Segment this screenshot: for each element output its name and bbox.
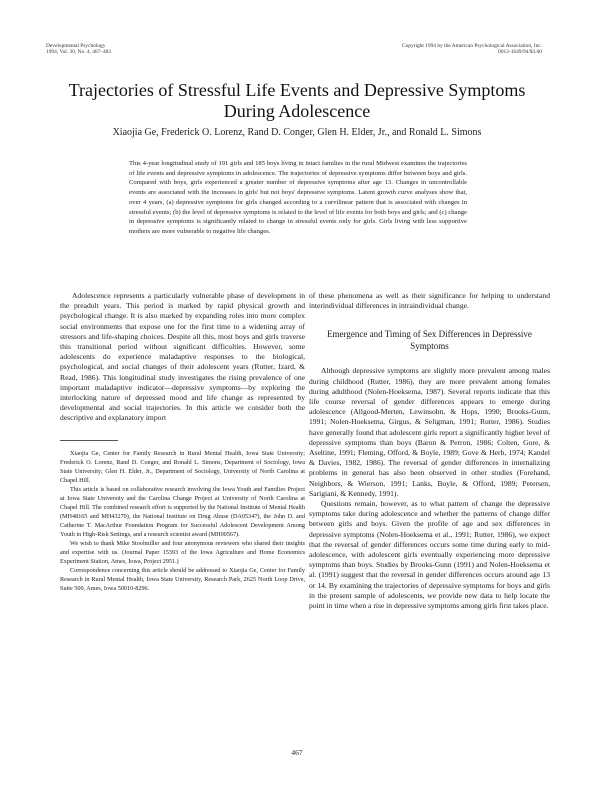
issn-line: 0012-1649/94/$3.00 (498, 49, 542, 56)
journal-name: Developmental Psychology (46, 43, 106, 49)
right-column (309, 291, 550, 611)
intro-paragraph: Adolescence represents a particularly vulnerable phase of development in the preadult years. This period is marked by rapid physical growth and psychological change. It is also marked by expanding roles into more complex social environments that expose one for the first time to a widening array of stressors and life-shaping choices. Despite all this, most boys and girls traverse this transitional period without significant difficulties. However, some adolescents do experience maladaptive responses to the biological, psychological, and social changes of their adolescent years (Rutter, Izard, & Read, 1986). This longitudinal study investigates the rising prevalence of one important maladaptive indicator—depressive symptoms—by exploring the interlocking nature of depressed mood and life change as represented by developmental and social trajectories. In this article we consider both the descriptive and explanatory import (60, 291, 305, 423)
copyright-line: Copyright 1994 by the American Psychological Association, Inc. (402, 43, 542, 49)
journal-citation (46, 43, 111, 56)
acknowledgment-note: We wish to thank Mike Stoolmiller and four anonymous reviewers who shared their insights and expertise with us. (Journal Paper 15393 of the Iowa Agriculture and Home Economics Experiment Station, Ames, Iowa, Project 2951.) (60, 539, 305, 565)
page-number: 467 (291, 748, 303, 757)
article-title: Trajectories of Stressful Life Events and Depressive Symptoms During Adolescence (68, 80, 526, 121)
volume-info: 1994, Vol. 30, No. 4, 467–483 (46, 49, 112, 56)
funding-note: This article is based on collaborative research involving the Iowa Youth and Families Project at Iowa State University and the Carolina Change Project at University of North Carolina at Chapel Hill. The combined research effort is supported by the National Institute of Mental Health (MH48165 and MH43270), the National Institute on Drug Abuse (DA05347), the John D. and Catherine T. MacArthur Foundation Program for Successful Adolescent Development Among Youth in High-Risk Settings, and a research scientist award (MH00567). (60, 485, 305, 538)
left-column (60, 291, 305, 593)
abstract (129, 159, 467, 237)
footnote-divider (60, 440, 118, 441)
body-paragraph: Questions remain, however, as to what pattern of change the depressive symptoms take during adolescence and whether the patterns of change differ between girls and boys. Given the profile of age and sex differences in depressive symptoms (Nolen-Hoeksema et al., 1991; Rutter, 1986), we expect that the reversal of gender differences occurs some time during early to mid-adolescence, with adolescent girls eventually experiencing more depressive symptoms than boys. Studies by Brooks-Gunn (1991) and Nolen-Hoeksema et al. (1991) suggest that the reversal in gender differences occurs around age 13 or 14. By examining the trajectories of depressive symptoms for boys and girls in the present sample of adolescents, we provide new data to help locate the point in time when a rise in depressive symptoms among girls first takes place. (309, 499, 550, 611)
body-paragraph: Although depressive symptoms are slightly more prevalent among males during childhood (Rutter, 1986), they are more prevalent among females during adulthood (Nolen-Hoeksema, 1987). Several reports indicate that this life course reversal of gender differences appears to emerge during adolescence (Allgood-Merten, Lewinsohn, & Hops, 1990; Brooks-Gunn, 1991; Nolen-Hoeksema, Girgus, & Seligman, 1991; Rutter, 1986). Studies have generally found that adolescent girls report a significantly higher level of depressive symptoms than boys (Baron & Perron, 1986; Colten, Gore, & Aseltine, 1991; Fleming, Offord, & Boyle, 1989; Gove & Herb, 1974; Kandel & Davies, 1982, 1986). The reversal of gender differences in internalizing problems in general has also been observed in other studies (Forehand, Neighbors, & Wierson, 1991; Lanks, Boyle, & Offord, 1989; Petersen, Sarigiani, & Kennedy, 1991). (309, 366, 550, 498)
abstract-text: This 4-year longitudinal study of 191 girls and 185 boys living in intact families in the rural Midwest examines the trajectories of life events and depressive symptoms in adolescence. The trajectories of depressive symptoms differ between boys and girls. Compared with boys, girls experienced a greater number of depressive symptoms after age 13. Changes in uncontrollable events are associated with the increases in girls' but not boys' depressive symptoms. Latent growth curve analyses show that, over 4 years, (a) depressive symptoms for girls changed according to a curvilinear pattern that is associated with changes in stressful events; (b) the level of depressive symptoms is related to the level of life events for both boys and girls; and (c) change in depressive symptoms is significantly related to change in stressful events only for girls. Girls living with less supportive mothers are more vulnerable to negative life changes. (129, 160, 467, 235)
continued-paragraph: of these phenomena as well as their significance for helping to understand interindividual differences in intraindividual change. (309, 291, 550, 311)
section-heading: Emergence and Timing of Sex Differences in Depressive Symptoms (327, 329, 532, 351)
author-list: Xiaojia Ge, Frederick O. Lorenz, Rand D. Conger, Glen H. Elder, Jr., and Ronald L. Simons (112, 127, 482, 138)
copyright-notice (402, 43, 542, 56)
author-notes (60, 449, 305, 593)
author-affiliation-note: Xiaojia Ge, Center for Family Research in Rural Mental Health, Iowa State University; Frederick O. Lorenz, Rand D. Conger, and Ronald L. Simons, Department of Sociology, Iowa State University; Glen H. Elder, Jr., Department of Sociology, University of North Carolina at Chapel Hill. (60, 449, 305, 484)
correspondence-note: Correspondence concerning this article should be addressed to Xiaojia Ge, Center for Family Research in Rural Mental Health, Iowa State University, Research Park, 2625 North Loop Drive, Suite 500, Ames, Iowa 50010-8296. (60, 566, 305, 592)
